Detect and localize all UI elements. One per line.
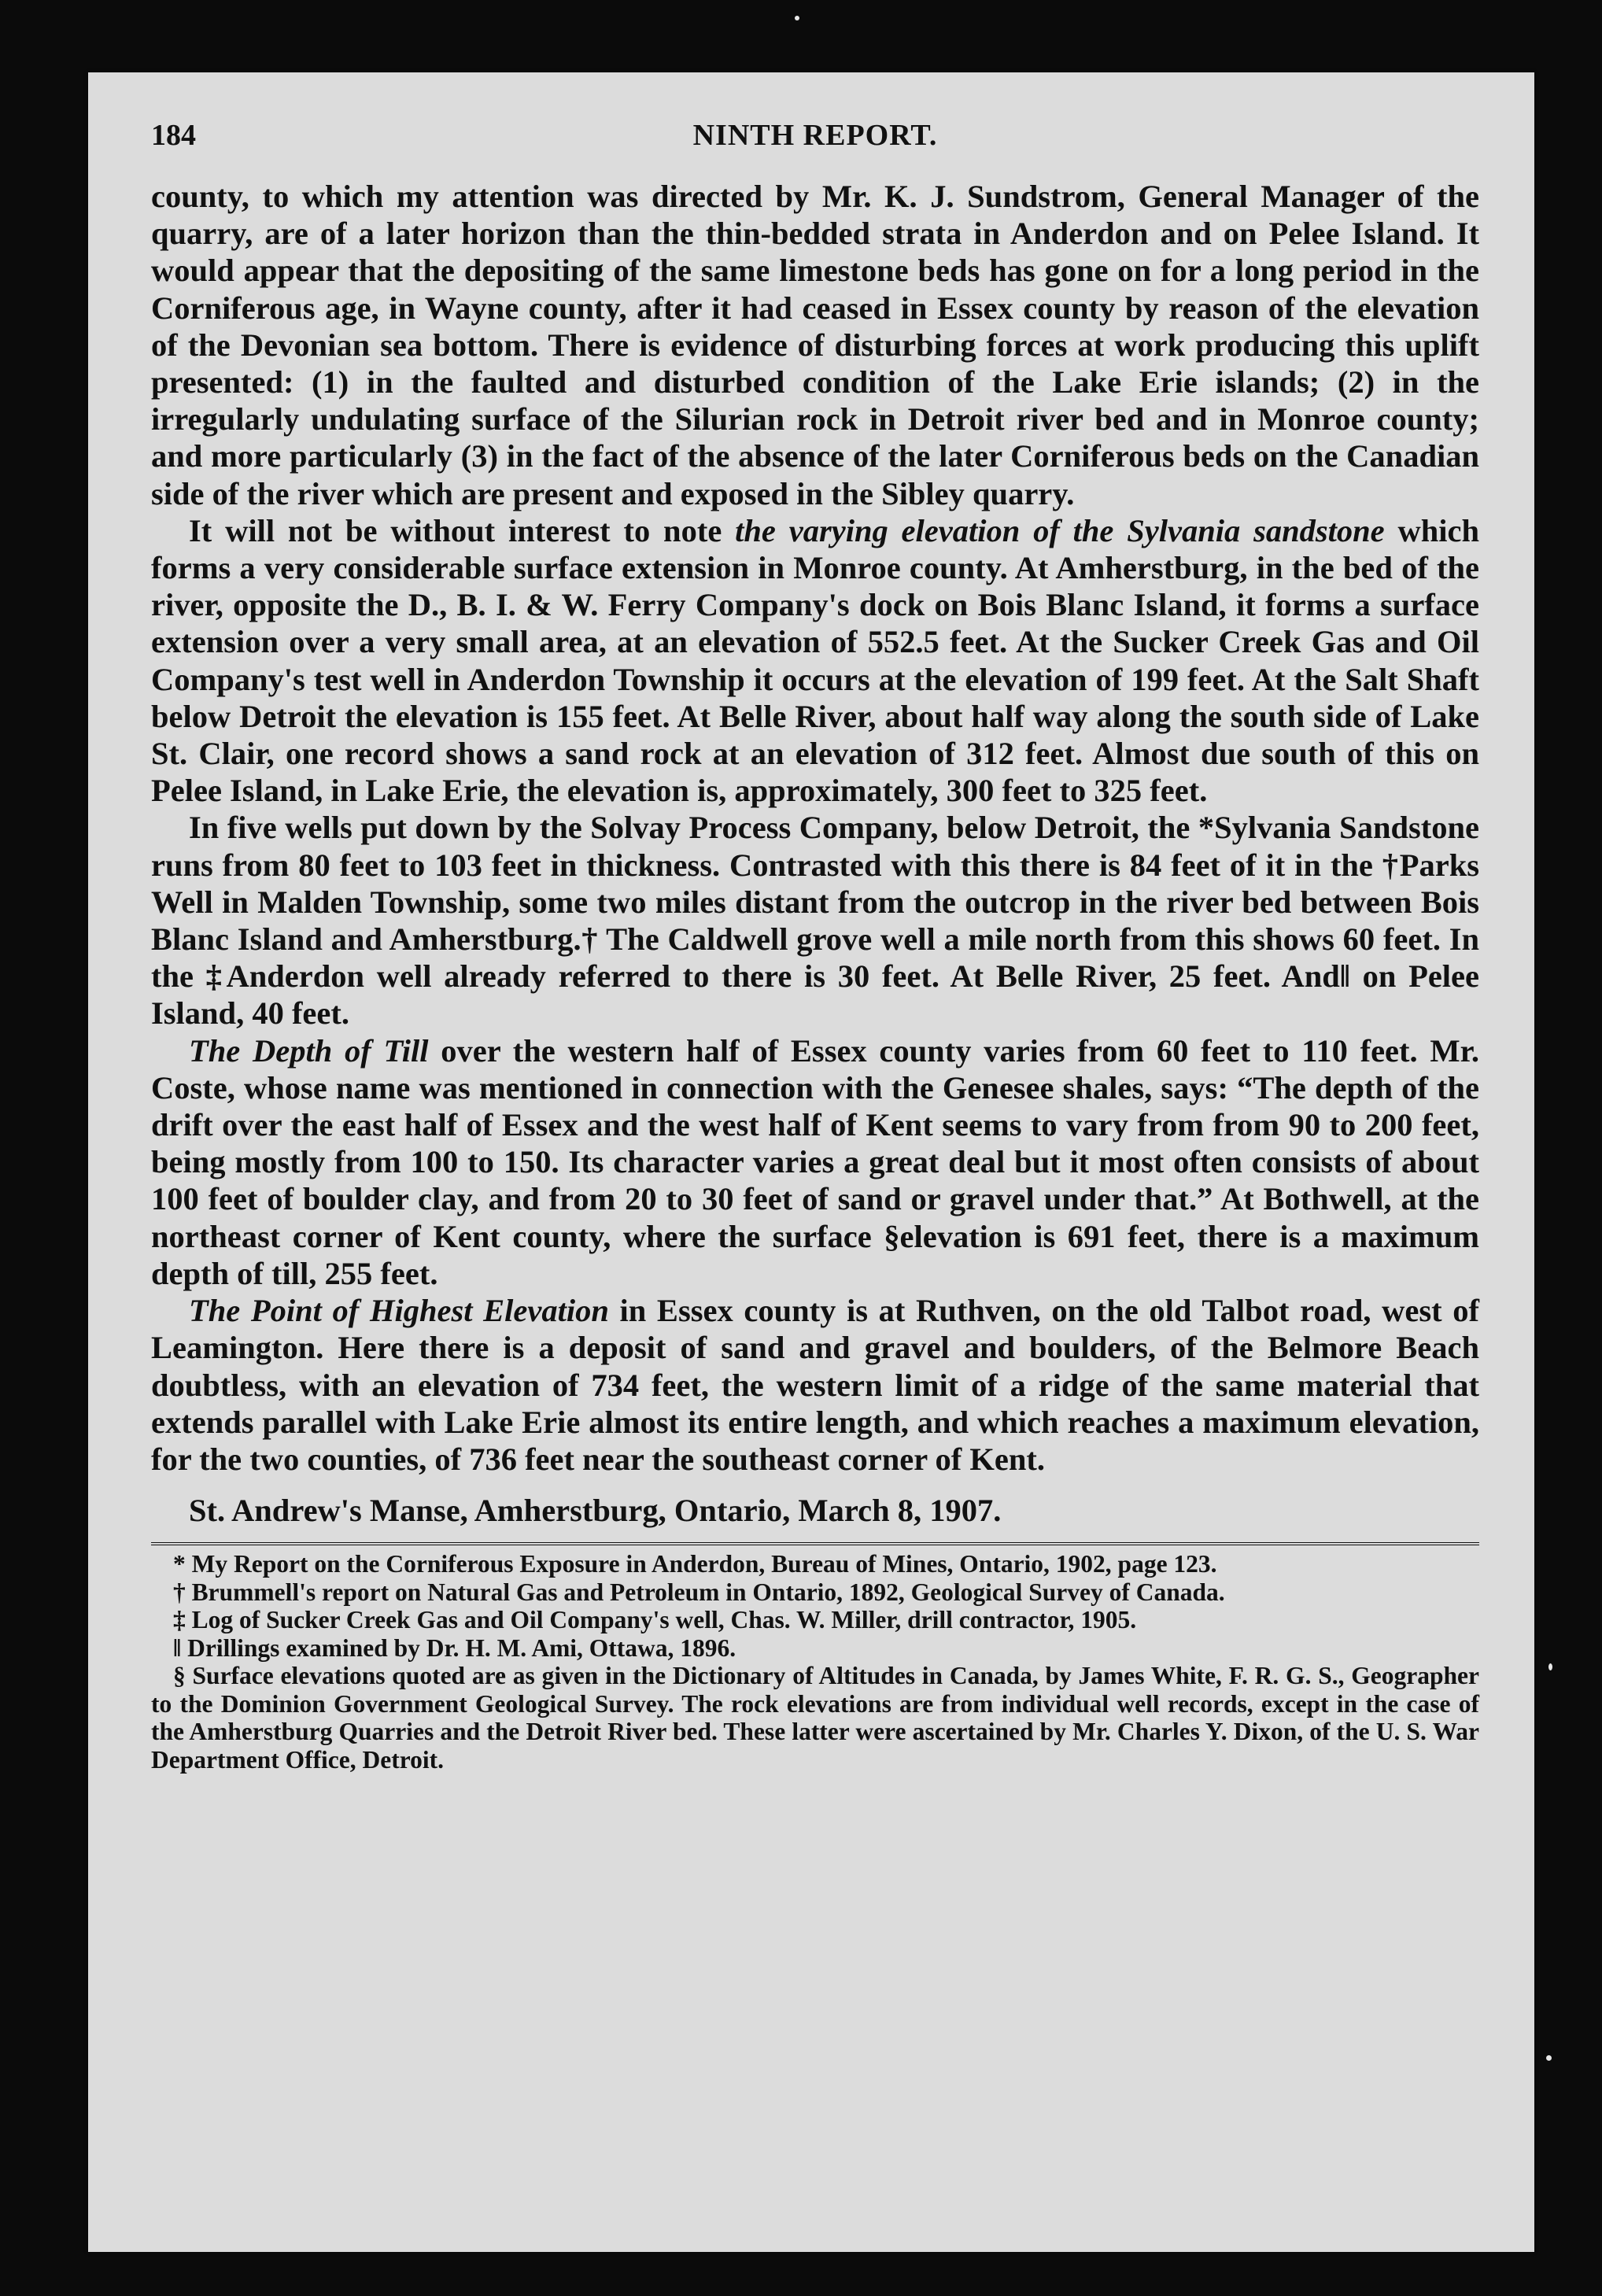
footnote-rule: [151, 1542, 1479, 1545]
italic-heading: The Point of Highest Elevation: [189, 1293, 609, 1329]
paragraph-text: in Essex county is at Ruthven, on the old Talbot road, west of Leamington. Here there is a deposit of sand and gravel and boulders, of the Belmore Beach doubtless, with an elevation of 734 feet, the western limit of a ridge of the same material that extends parallel with Lake Erie almost its entire length, and which reaches a maximum elevation, for the two counties, of 736 feet near the southeast corner of Kent.: [151, 1293, 1479, 1477]
page-header: [151, 118, 1479, 178]
paragraph-continued: county, to which my attention was directed by Mr. K. J. Sundstrom, General Manager of the quarry, are of a later horizon than the thin-bedded strata in Anderdon and on Pelee Island. It would appear that the depositing of the same limestone beds has gone on for a long period in the Corniferous age, in Wayne county, after it had ceased in Essex county by reason of the elevation of the Devonian sea bottom. There is evidence of disturbing forces at work producing this uplift presented: (1) in the faulted and disturbed condition of the Lake Erie islands; (2) in the irregularly undulating surface of the Silurian rock in Detroit river bed and in Monroe county; and more particularly (3) in the fact of the absence of the later Corniferous beds on the Canadian side of the river which are present and exposed in the Sibley quarry.: [151, 179, 1479, 511]
dust-speck: [1548, 1663, 1552, 1670]
paragraph-solvay-wells: In five wells put down by the Solvay Process Company, below Detroit, the *Sylvania Sandstone runs from 80 feet to 103 feet in thickness. Contrasted with this there is 84 feet of it in the †Parks Well in Malden Township, some two miles distant from the outcrop in the river bed between Bois Blanc Island and Amherstburg.† The Caldwell grove well a mile north from this shows 60 feet. In the ‡Anderdon well already referred to there is 30 feet. At Belle River, 25 feet. And‖ on Pelee Island, 40 feet.: [151, 810, 1479, 1032]
body-text: [151, 178, 1479, 1478]
page-content: [151, 118, 1479, 1774]
dust-speck: [1546, 2055, 1552, 2061]
footnote: ‡ Log of Sucker Creek Gas and Oil Company's well, Chas. W. Miller, drill contractor, 1905.: [173, 1606, 1137, 1634]
italic-phrase: the varying elevation of the Sylvania sandstone: [735, 512, 1385, 548]
footnote: § Surface elevations quoted are as given in the Dictionary of Altitudes in Canada, by James White, F. R. G. S., Geographer to the Dominion Government Geological Survey. The rock elevations are from individual well records, except in the case of the Amherstburg Quarries and the Detroit River bed. These latter were ascertained by Mr. Charles Y. Dixon, of the U. S. War Department Office, Detroit.: [151, 1662, 1479, 1774]
paragraph-depth-of-till: [151, 1032, 1479, 1292]
dust-speck: [795, 16, 799, 20]
page-number: 184: [151, 119, 196, 152]
paragraph-text: over the western half of Essex county varies from 60 feet to 110 feet. Mr. Coste, whose name was mentioned in connection with the Genesee shales, says: “The depth of the drift over the east half of Essex and the west half of Kent seems to vary from from 90 to 200 feet, being mostly from 100 to 150. Its character varies a great deal but it most often consists of about 100 feet of boulder clay, and from 20 to 30 feet of sand or gravel under that.” At Bothwell, at the northeast corner of Kent county, where the surface §elevation is 691 feet, there is a maximum depth of till, 255 feet.: [151, 1032, 1479, 1291]
footnotes: [151, 1550, 1479, 1774]
paragraph-text: which forms a very considerable surface extension in Monroe county. At Amherstburg, in the bed of the river, opposite the D., B. I. & W. Ferry Company's dock on Bois Blanc Island, it forms a surface extension over a very small area, at an elevation of 552.5 feet. At the Sucker Creek Gas and Oil Company's test well in Anderdon Township it occurs at the elevation of 199 feet. At the Salt Shaft below Detroit the elevation is 155 feet. At Belle River, about half way along the south side of Lake St. Clair, one record shows a sand rock at an elevation of 312 feet. Almost due south of this on Pelee Island, in Lake Erie, the elevation is, approximately, 300 feet to 325 feet.: [151, 512, 1479, 809]
paragraph-sylvania-elevation: [151, 512, 1479, 810]
signoff-line: St. Andrew's Manse, Amherstburg, Ontario, March 8, 1907.: [189, 1493, 1002, 1529]
document-page: [88, 72, 1534, 2252]
paragraph-lead: It will not be without interest to note: [189, 512, 736, 548]
italic-heading: The Depth of Till: [189, 1032, 429, 1069]
footnote: † Brummell's report on Natural Gas and Petroleum in Ontario, 1892, Geological Survey of Canada.: [173, 1578, 1225, 1606]
running-title: NINTH REPORT.: [692, 119, 938, 152]
paragraph-highest-elevation: [151, 1292, 1479, 1478]
footnote: ‖ Drillings examined by Dr. H. M. Ami, Ottawa, 1896.: [173, 1633, 736, 1662]
footnote: * My Report on the Corniferous Exposure in Anderdon, Bureau of Mines, Ontario, 1902, page 123.: [173, 1550, 1217, 1578]
